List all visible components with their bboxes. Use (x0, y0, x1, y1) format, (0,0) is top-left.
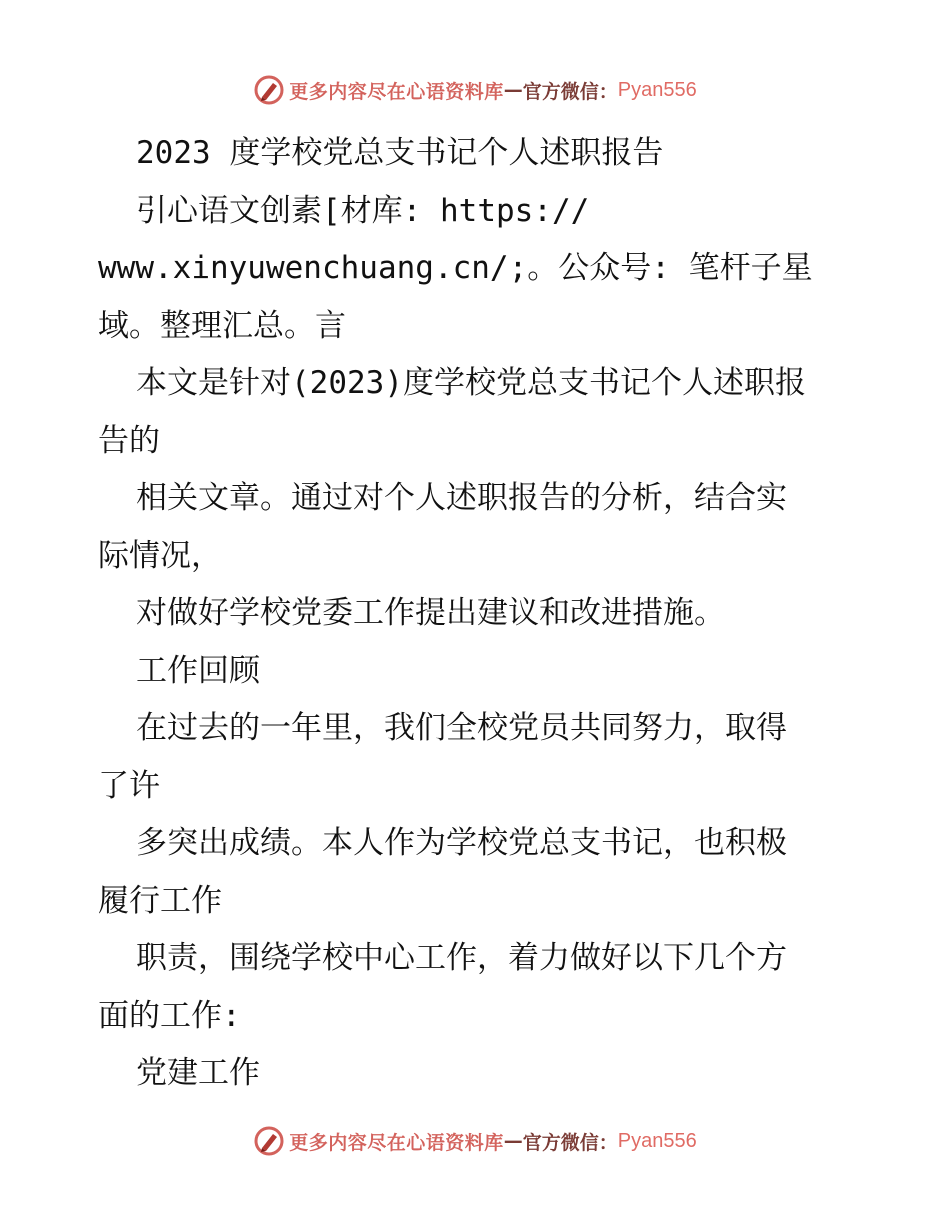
banner-sub-text: 官方微信： (522, 80, 618, 103)
pen-logo-icon (253, 74, 285, 106)
pen-logo-icon (253, 1125, 285, 1157)
text-line: 了许 (98, 767, 160, 804)
text-line: 面的工作: (98, 997, 241, 1034)
text-line: 多突出成绩。本人作为学校党总支书记，也积极 (136, 825, 787, 861)
text-line: 履行工作 (98, 882, 222, 919)
footer-banner (0, 1121, 950, 1161)
section-heading: 工作回顾 (136, 652, 260, 689)
text-line: 在过去的一年里，我们全校党员共同努力，取得 (136, 710, 787, 746)
banner-main-text: 更多内容尽在心语资料库 (289, 80, 504, 103)
text-line: 际情况， (98, 537, 222, 574)
banner-dash: — (503, 79, 523, 101)
banner-dash: — (503, 1130, 523, 1152)
text-line: www.xinyuwenchuang.cn/;。公众号: 笔杆子星 (98, 250, 813, 286)
document-body (98, 125, 858, 1103)
text-line: 本文是针对(2023)度学校党总支书记个人述职报 (136, 365, 806, 401)
header-banner (0, 70, 950, 110)
section-heading: 党建工作 (136, 1055, 260, 1091)
text-line: 告的 (98, 422, 160, 459)
text-line: 职责，围绕学校中心工作，着力做好以下几个方 (136, 940, 787, 976)
banner-wechat-id: Pyan556 (617, 78, 697, 101)
text-line: 对做好学校党委工作提出建议和改进措施。 (136, 595, 725, 631)
banner-wechat-id: Pyan556 (617, 1129, 697, 1152)
document-title: 2023 度学校党总支书记个人述职报告 (136, 135, 664, 171)
text-line: 相关文章。通过对个人述职报告的分析，结合实 (136, 480, 787, 516)
banner-main-text: 更多内容尽在心语资料库 (289, 1131, 504, 1154)
banner-sub-text: 官方微信： (522, 1131, 618, 1154)
text-line: 域。整理汇总。言 (98, 307, 346, 344)
text-line: 引心语文创素[材库: https:// (136, 192, 590, 229)
